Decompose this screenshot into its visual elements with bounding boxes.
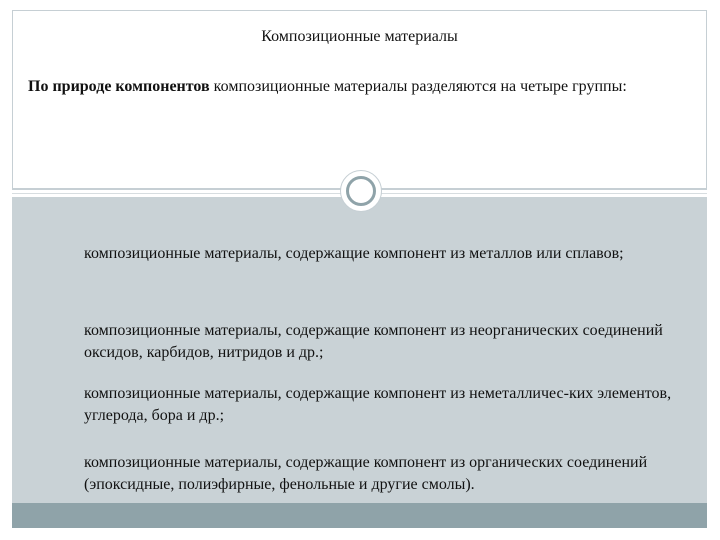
list-item: композиционные материалы, содержащие компонент из металлов или сплавов;: [84, 245, 624, 262]
circle-ring-icon: [346, 176, 376, 206]
intro-bold-text: По природе компонентов: [28, 78, 210, 95]
intro-paragraph: [28, 77, 690, 97]
divider-circle-ornament: [340, 170, 382, 212]
list-item: композиционные материалы, содержащие компонент из неорганических соединений оксидов, карбидов, нитридов и др.;: [84, 322, 663, 361]
footer-bar: [12, 503, 707, 528]
list-item: композиционные материалы, содержащие компонент из неметалличес-ких элементов, углерода, бора и др.;: [84, 385, 672, 424]
intro-text: композиционные материалы разделяются на четыре группы:: [209, 78, 627, 95]
list-item: композиционные материалы, содержащие компонент из органических соединений (эпоксидные, полиэфирные, фенольные и другие смолы).: [84, 454, 648, 493]
slide-title: Композиционные материалы: [261, 28, 458, 45]
